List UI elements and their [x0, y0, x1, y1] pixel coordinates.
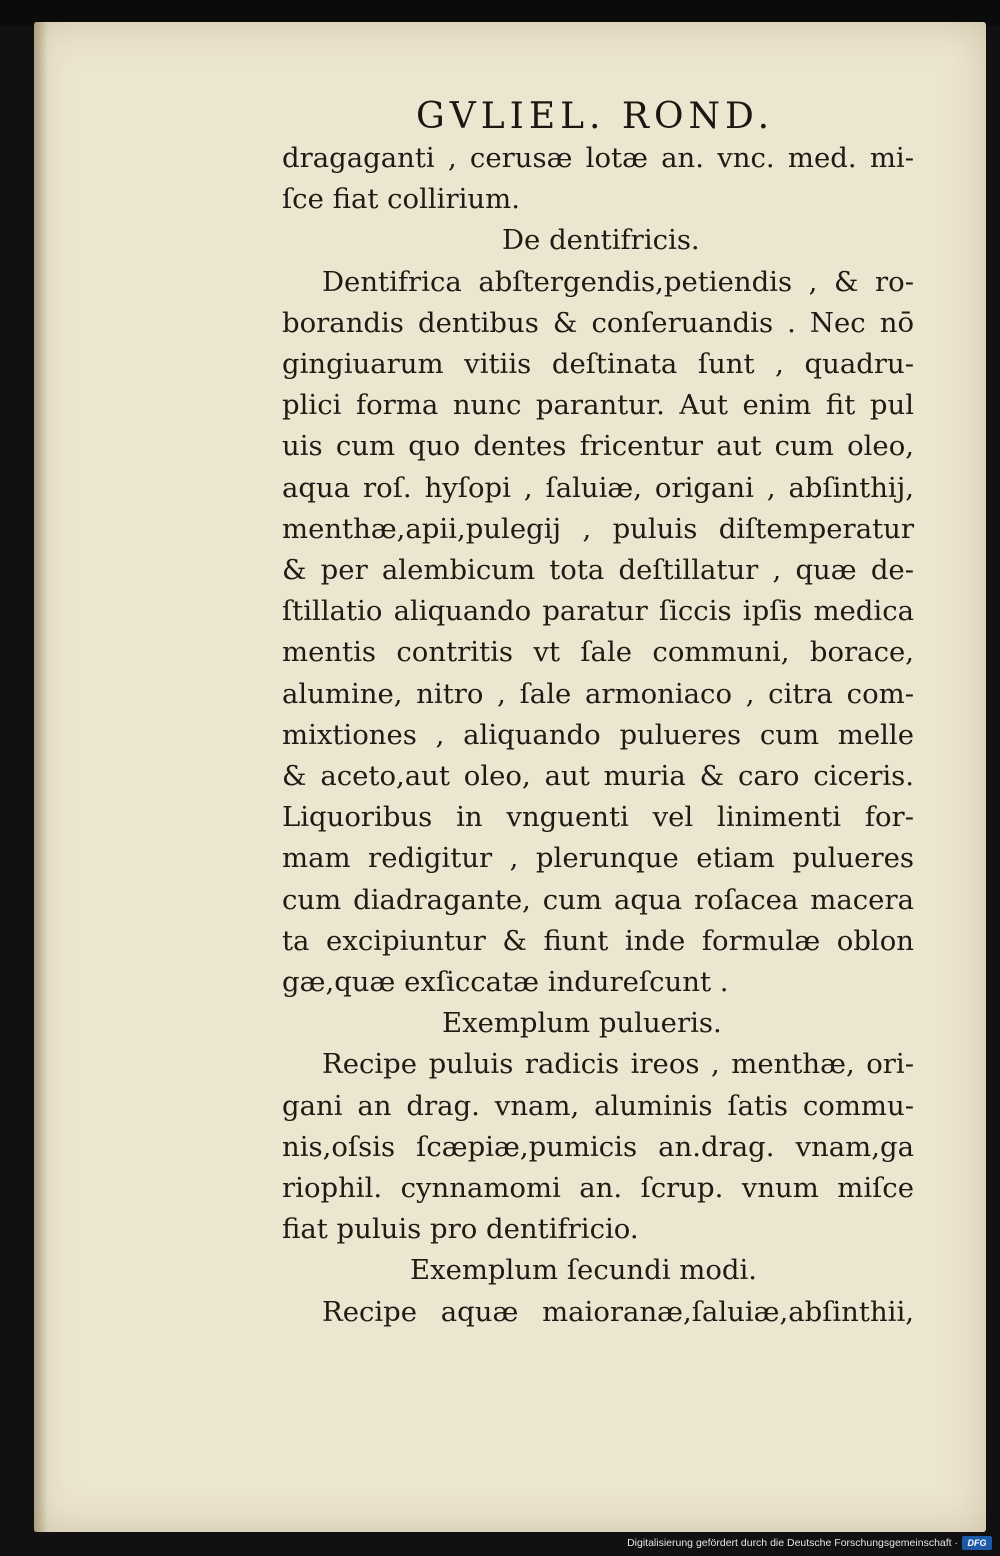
- text-line: Recipe aquæ maioranæ,ſaluiæ,abſinthii,: [322, 1295, 914, 1328]
- text-line: Recipe puluis radicis ireos , menthæ, ori-: [322, 1048, 914, 1081]
- gutter-shadow: [34, 22, 48, 1532]
- text-line: gani an drag. vnam, aluminis ſatis commu-: [282, 1089, 914, 1122]
- text-line: ta excipiuntur & fiunt inde formulæ oblon: [282, 924, 914, 957]
- text-line: uis cum quo dentes fricentur aut cum oleo,: [282, 430, 914, 463]
- text-line: mixtiones , aliquando pulueres cum melle: [282, 718, 914, 751]
- text-line: dragaganti , cerusæ lotæ an. vnc. med. mi-: [282, 142, 914, 174]
- text-line: Dentifrica abſtergendis,petiendis , & ro-: [322, 265, 914, 298]
- text-line: cum diadragante, cum aqua roſacea macera: [282, 883, 914, 916]
- text-line: & aceto,aut oleo, aut muria & caro ciceris.: [282, 760, 914, 793]
- text-line: gingiuarum vitiis deſtinata ſunt , quadru-: [282, 348, 914, 381]
- section-heading: Exemplum pulueris.: [442, 1007, 722, 1040]
- text-line: ſtillatio aliquando paratur ſiccis ipſis medica: [282, 595, 914, 628]
- page-text-block: [282, 138, 914, 1333]
- text-line: Liquoribus in vnguenti vel linimenti for-: [282, 801, 914, 834]
- text-line: fiat puluis pro dentifricio.: [282, 1213, 639, 1246]
- text-line: plici forma nunc parantur. Aut enim fit pul: [282, 389, 914, 422]
- running-header: GVLIEL. ROND.: [415, 96, 775, 137]
- text-line: riophil. cynnamomi an. ſcrup. vnum miſce: [282, 1172, 914, 1205]
- text-line: & per alembicum tota deſtillatur , quæ de-: [282, 554, 914, 587]
- text-line: borandis dentibus & conſeruandis . Nec nō: [282, 306, 914, 339]
- dfg-logo: DFG: [962, 1536, 992, 1550]
- text-line: gæ,quæ exſiccatæ indureſcunt .: [282, 966, 729, 999]
- section-heading: Exemplum ſecundi modi.: [410, 1254, 758, 1287]
- section-heading: De dentifricis.: [502, 224, 700, 257]
- text-line: aqua roſ. hyſopi , ſaluiæ, origani , abſinthij,: [282, 471, 914, 504]
- text-line: alumine, nitro , ſale armoniaco , citra com-: [282, 677, 914, 710]
- text-line: ſce fiat collirium.: [282, 183, 520, 216]
- credit-text: Digitalisierung gefördert durch die Deutsche Forschungsgemeinschaft ·: [627, 1537, 958, 1549]
- text-line: mentis contritis vt ſale communi, borace,: [282, 636, 914, 669]
- digitization-credit: [627, 1534, 992, 1552]
- text-line: mam redigitur , plerunque etiam pulueres: [282, 842, 914, 875]
- text-line: menthæ,apii,pulegij , puluis diſtemperatur: [282, 512, 914, 545]
- text-line: nis,oſsis ſcæpiæ,pumicis an.drag. vnam,ga: [282, 1130, 914, 1163]
